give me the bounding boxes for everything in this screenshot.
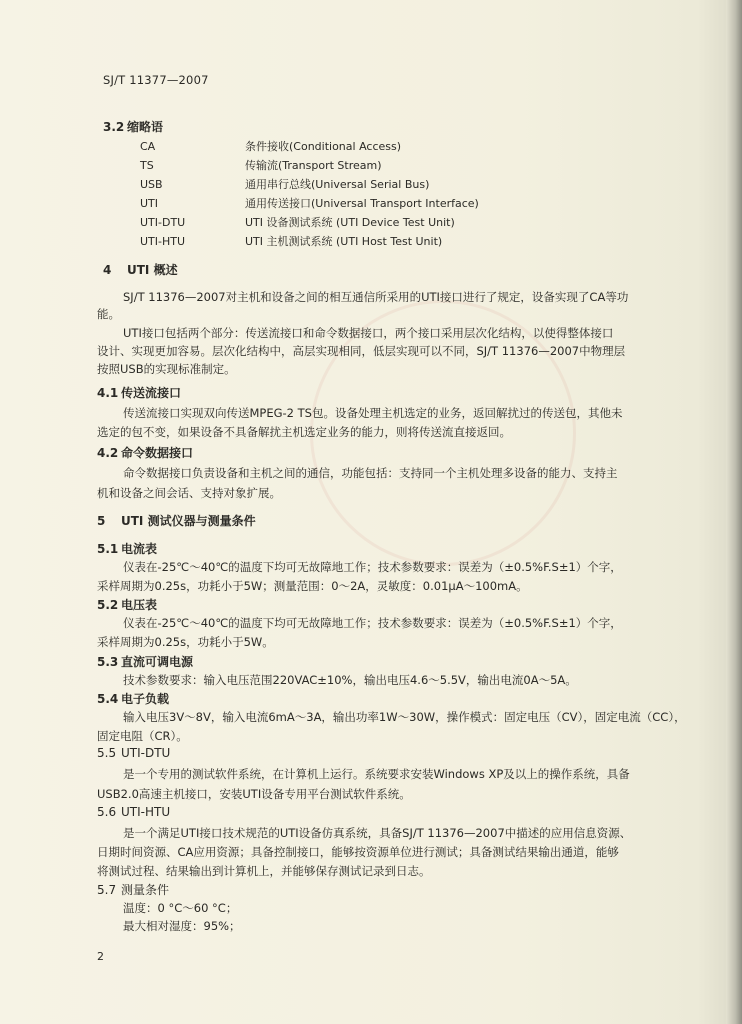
abbreviation-definition: UTI 设备测试系统 (UTI Device Test Unit) <box>245 216 455 229</box>
abbreviation-definition: 通用传送接口(Universal Transport Interface) <box>245 197 479 210</box>
section-title: UTI-HTU <box>121 805 171 819</box>
section-5-heading <box>97 512 256 529</box>
section-title: 测量条件 <box>121 883 170 897</box>
section-number: 5 <box>97 514 106 528</box>
paragraph-line: 采样周期为0.25s，功耗小于5W。 <box>97 635 274 649</box>
section-title: 缩略语 <box>127 120 164 134</box>
section-title: 电子负载 <box>121 692 170 706</box>
section-number: 3.2 <box>103 120 125 134</box>
paragraph-line: 固定电阻（CR）。 <box>97 729 188 743</box>
paragraph-line: 温度：0 °C～60 °C； <box>123 901 238 915</box>
section-title: UTI-DTU <box>121 746 171 760</box>
section-3-2-heading <box>103 118 163 135</box>
paragraph-line: USB2.0高速主机接口，安装UTI设备专用平台测试软件系统。 <box>97 787 411 801</box>
section-5-4-heading <box>97 690 169 707</box>
section-5-7-heading <box>97 881 169 898</box>
section-title: 命令数据接口 <box>121 446 194 460</box>
section-number: 5.1 <box>97 542 119 556</box>
section-title: 电压表 <box>121 598 158 612</box>
section-title: 电流表 <box>121 542 158 556</box>
page-number: 2 <box>97 950 104 963</box>
abbreviation-definition: 条件接收(Conditional Access) <box>245 140 402 153</box>
abbreviation-term: USB <box>140 178 163 191</box>
abbreviation-term: CA <box>140 140 156 153</box>
section-number: 5.6 <box>97 805 117 819</box>
section-5-1-heading <box>97 540 157 557</box>
section-number: 4.1 <box>97 386 119 400</box>
abbreviation-row <box>140 157 382 175</box>
abbreviation-row <box>140 176 429 194</box>
paragraph-line: 最大相对湿度：95%； <box>123 919 241 933</box>
paragraph-line: 命令数据接口负责设备和主机之间的通信，功能包括：支持同一个主机处理多设备的能力、支持主 <box>123 466 618 480</box>
abbreviation-row <box>140 195 479 213</box>
abbreviation-term: UTI-HTU <box>140 235 186 248</box>
section-number: 5.4 <box>97 692 119 706</box>
paragraph-line: 传送流接口实现双向传送MPEG-2 TS包。设备处理主机选定的业务，返回解扰过的传送包，其他未 <box>123 406 623 420</box>
abbreviation-row <box>140 138 401 156</box>
section-5-6-heading <box>97 805 170 819</box>
paragraph-line: 是一个专用的测试软件系统，在计算机上运行。系统要求安装Windows XP及以上的操作系统，具备 <box>123 767 630 781</box>
section-number: 4 <box>103 263 112 277</box>
section-5-2-heading <box>97 596 157 613</box>
paragraph-line: 仪表在-25℃～40℃的温度下均可无故障地工作；技术参数要求：误差为（±0.5%F.S±1）个字， <box>123 560 622 574</box>
paragraph-line: SJ/T 11376—2007对主机和设备之间的相互通信所采用的UTI接口进行了规定，设备实现了CA等功 <box>123 290 629 304</box>
section-4-1-heading <box>97 384 181 401</box>
abbreviation-definition: 通用串行总线(Universal Serial Bus) <box>245 178 430 191</box>
section-number: 5.3 <box>97 655 119 669</box>
paragraph-line: 将测试过程、结果输出到计算机上，并能够保存测试记录到日志。 <box>97 864 431 878</box>
paragraph-line: 机和设备之间会话、支持对象扩展。 <box>97 486 281 500</box>
section-number: 4.2 <box>97 446 119 460</box>
section-number: 5.5 <box>97 746 117 760</box>
abbreviation-definition: 传输流(Transport Stream) <box>245 159 382 172</box>
abbreviation-term: UTI-DTU <box>140 216 186 229</box>
section-title: 传送流接口 <box>121 386 182 400</box>
document-header: SJ/T 11377—2007 <box>103 73 209 87</box>
abbreviation-definition: UTI 主机测试系统 (UTI Host Test Unit) <box>245 235 443 248</box>
paragraph-line: 是一个满足UTI接口技术规范的UTI设备仿真系统，具备SJ/T 11376—2007中描述的应用信息资源、 <box>123 826 632 840</box>
section-number: 5.7 <box>97 883 117 897</box>
page-edge-shadow <box>726 0 742 1024</box>
abbreviation-row <box>140 214 455 232</box>
section-4-heading <box>103 261 178 278</box>
abbreviation-row <box>140 233 442 251</box>
section-5-5-heading <box>97 746 170 760</box>
section-number: 5.2 <box>97 598 119 612</box>
section-title: 直流可调电源 <box>121 655 194 669</box>
paragraph-line: 采样周期为0.25s，功耗小于5W；测量范围：0～2A，灵敏度：0.01μA～100mA。 <box>97 579 528 593</box>
abbreviation-term: TS <box>140 159 154 172</box>
paragraph-line: UTI接口包括两个部分：传送流接口和命令数据接口，两个接口采用层次化结构，以使得整体接口 <box>123 326 614 340</box>
section-4-2-heading <box>97 444 193 461</box>
paragraph-line: 选定的包不变，如果设备不具备解扰主机选定业务的能力，则将传送流直接返回。 <box>97 425 511 439</box>
paragraph-line: 输入电压3V～8V，输入电流6mA～3A，输出功率1W～30W，操作模式：固定电压（CV），固定电流（CC）， <box>123 710 686 724</box>
paragraph-line: 能。 <box>97 307 120 321</box>
paragraph-line: 按照USB的实现标准制定。 <box>97 362 236 376</box>
paragraph-line: 技术参数要求：输入电压范围220VAC±10%，输出电压4.6～5.5V，输出电流0A～5A。 <box>123 673 577 687</box>
section-title: UTI 概述 <box>127 263 178 277</box>
section-5-3-heading <box>97 653 193 670</box>
section-title: UTI 测试仪器与测量条件 <box>121 514 256 528</box>
paragraph-line: 仪表在-25℃～40℃的温度下均可无故障地工作；技术参数要求：误差为（±0.5%F.S±1）个字， <box>123 616 622 630</box>
abbreviation-term: UTI <box>140 197 159 210</box>
paragraph-line: 日期时间资源、CA应用资源；具备控制接口，能够按资源单位进行测试；具备测试结果输出通道，能够 <box>97 845 619 859</box>
paragraph-line: 设计、实现更加容易。层次化结构中，高层实现相同，低层实现可以不同，SJ/T 11376—2007中物理层 <box>97 344 626 358</box>
